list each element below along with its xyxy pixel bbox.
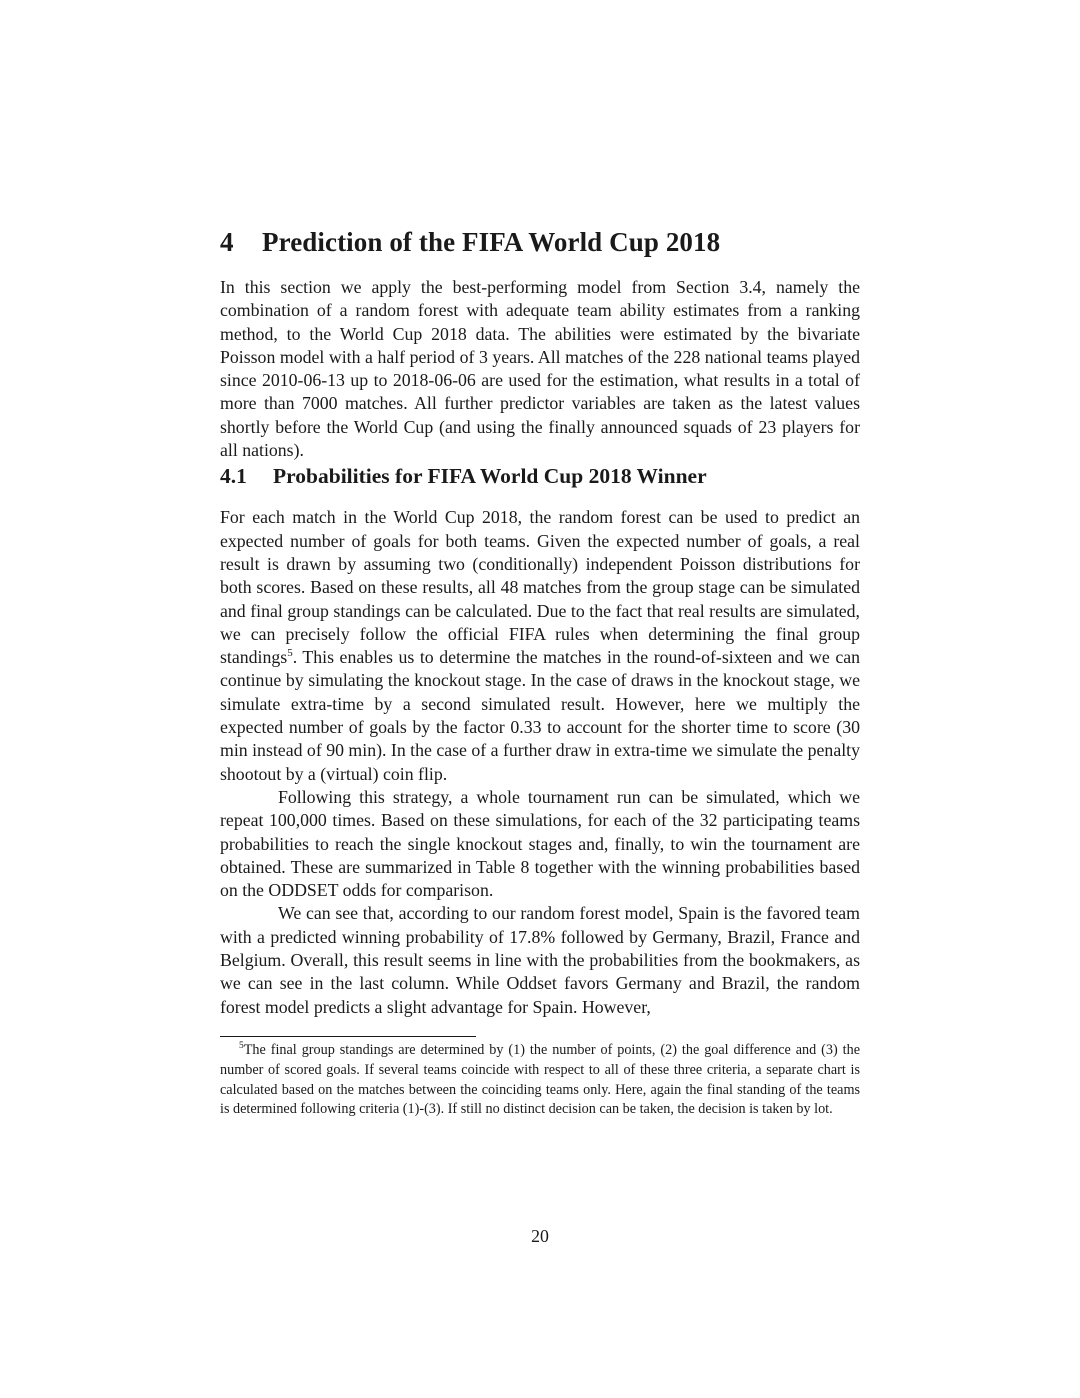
footnote-mark: 5	[239, 1041, 244, 1052]
section-heading	[220, 224, 860, 260]
paper-page	[220, 224, 860, 1120]
results-paragraph: We can see that, according to our random forest model, Spain is the favored team with a predicted winning probability of 17.8% followed by Germany, Brazil, France and Belgium. Overall, this result seems in line with the probabilities from the bookmakers, as we can see in the last column. While Oddset favors Germany and Brazil, the random forest model predicts a slight advantage for Spain. However,	[220, 903, 860, 1017]
subsection-title: Probabilities for FIFA World Cup 2018 Winner	[273, 464, 707, 489]
page-number: 20	[531, 1226, 549, 1246]
subsection-heading	[220, 462, 860, 490]
footnote-reference: 5	[287, 647, 293, 660]
section-title: Prediction of the FIFA World Cup 2018	[262, 227, 721, 257]
footnote-rule	[220, 1036, 476, 1037]
footnote	[220, 1041, 860, 1120]
section-intro-paragraph: In this section we apply the best-performing model from Section 3.4, namely the combination of a random forest with adequate team ability estimates from a ranking method, to the World Cup 2018 data. The abilities were estimated by the bivariate Poisson model with a half period of 3 years. All matches of the 228 national teams played since 2010-06-13 up to 2018-06-06 are used for the estimation, what results in a total of more than 7000 matches. All further predictor variables are taken as the latest values shortly before the World Cup (and using the finally announced squads of 23 players for all nations).	[220, 277, 860, 461]
simulation-paragraph	[220, 506, 860, 786]
section-number: 4	[220, 227, 234, 257]
simulation-text-start: For each match in the World Cup 2018, the random forest can be used to predict an expected number of goals for both teams. Given the expected number of goals, a real result is drawn by assuming two (conditionally) independent Poisson distributions for both scores. Based on these results, all 48 matches from the group stage can be simulated and final group standings can be calculated. Due to the fact that real results are simulated, we can precisely follow the official FIFA rules when determining the final group standings	[220, 507, 860, 668]
footnote-text: The final group standings are determined by (1) the number of points, (2) the goal difference and (3) the number of scored goals. If several teams coincide with respect to all of these three criteria, a separate chart is calculated based on the matches between the coinciding teams only. Here, again the final standing of the teams is determined following criteria (1)-(3). If still no distinct decision can be taken, the decision is taken by lot.	[220, 1041, 860, 1118]
strategy-paragraph: Following this strategy, a whole tournament run can be simulated, which we repeat 100,000 times. Based on these simulations, for each of the 32 participating teams probabilities to reach the single knockout stages and, finally, to win the tournament are obtained. These are summarized in Table 8 together with the winning probabilities based on the ODDSET odds for comparison.	[220, 786, 860, 901]
simulation-text-end: . This enables us to determine the matches in the round-of-sixteen and we can continue by simulating the knockout stage. In the case of draws in the knockout stage, we simulate extra-time by a second simulated result. However, here we multiply the expected number of goals by the factor 0.33 to account for the shorter time to score (30 min instead of 90 min). In the case of a further draw in extra-time we simulate the penalty shootout by a (virtual) coin flip.	[220, 647, 860, 784]
subsection-number: 4.1	[220, 464, 247, 489]
